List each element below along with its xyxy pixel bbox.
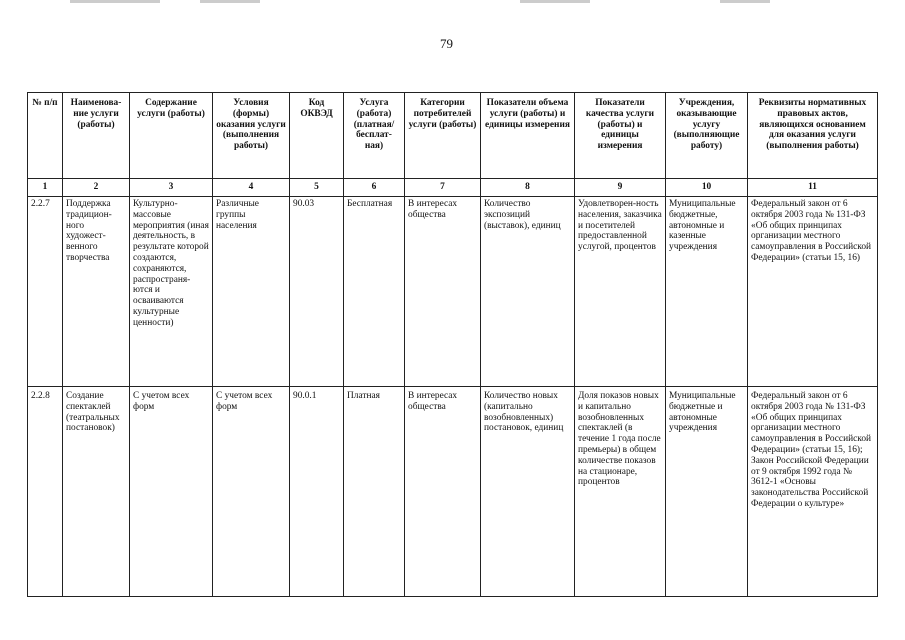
column-number: 11 [748,179,878,197]
okved-code-cell: 90.03 [290,197,344,387]
column-number: 3 [130,179,213,197]
table-row [28,197,878,387]
content-cell: Культурно-массовые мероприятия (иная деятельность, в результате которой создаются, сохраняются, распространя-ются и осваиваются культурные ценности) [130,197,213,387]
row-number-cell: 2.2.7 [28,197,63,387]
header-cell-volume-indicators: Показатели объема услуги (работы) и единицы измерения [481,93,575,179]
column-number: 7 [405,179,481,197]
row-number-cell: 2.2.8 [28,387,63,597]
paid-free-cell: Платная [344,387,405,597]
column-number: 1 [28,179,63,197]
paid-free-cell: Бесплатная [344,197,405,387]
header-cell-okved-code: Код ОКВЭД [290,93,344,179]
header-cell-content: Содержание услуги (работы) [130,93,213,179]
header-cell-consumer-category: Категории потребителей услуги (работы) [405,93,481,179]
table-row [28,387,878,597]
conditions-cell: Различные группы населения [213,197,290,387]
consumer-category-cell: В интересах общества [405,197,481,387]
service-name-cell: Поддержка традицион-ного художест-венного творчества [63,197,130,387]
table-header-row [28,93,878,179]
column-number: 10 [666,179,748,197]
header-cell-conditions: Условия (формы) оказания услуги (выполнения работы) [213,93,290,179]
quality-indicator-cell: Удовлетворен-ность населения, заказчика и посетителей предоставленной услугой, процентов [575,197,666,387]
scan-edge-mark [200,0,260,3]
scan-edge-mark [720,0,770,3]
scan-edge-mark [520,0,590,3]
column-number: 8 [481,179,575,197]
column-number: 9 [575,179,666,197]
header-cell-legal-acts: Реквизиты нормативных правовых актов, являющихся основанием для оказания услуги (выполнения работы) [748,93,878,179]
services-table [27,92,878,597]
column-number: 5 [290,179,344,197]
header-cell-number: № п/п [28,93,63,179]
header-cell-service-name: Наименова-ние услуги (работы) [63,93,130,179]
header-cell-institutions: Учреждения, оказывающие услугу (выполняющие работу) [666,93,748,179]
quality-indicator-cell: Доля показов новых и капитально возобновленных спектаклей (в течение 1 года после премьеры) в общем количестве показов на стационаре, процентов [575,387,666,597]
institutions-cell: Муниципальные бюджетные и автономные учреждения [666,387,748,597]
column-number-row [28,179,878,197]
column-number: 6 [344,179,405,197]
service-name-cell: Создание спектаклей (театральных постановок) [63,387,130,597]
page-number: 79 [440,36,453,51]
okved-code-cell: 90.0.1 [290,387,344,597]
content-cell: С учетом всех форм [130,387,213,597]
column-number: 4 [213,179,290,197]
conditions-cell: С учетом всех форм [213,387,290,597]
header-cell-quality-indicators: Показатели качества услуги (работы) и единицы измерения [575,93,666,179]
legal-acts-cell: Федеральный закон от 6 октября 2003 года № 131-ФЗ «Об общих принципах организации местного самоуправления в Российской Федерации» (статьи 15, 16); Закон Российской Федерации от 9 октября 1992 года № 3612-1 «Основы законодательства Российской Федерации о культуре» [748,387,878,597]
header-cell-paid-free: Услуга (работа) (платная/ бесплат-ная) [344,93,405,179]
volume-indicator-cell: Количество новых (капитально возобновленных) постановок, единиц [481,387,575,597]
legal-acts-cell: Федеральный закон от 6 октября 2003 года № 131-ФЗ «Об общих принципах организации местного самоуправления в Российской Федерации» (статьи 15, 16) [748,197,878,387]
column-number: 2 [63,179,130,197]
consumer-category-cell: В интересах общества [405,387,481,597]
volume-indicator-cell: Количество экспозиций (выставок), единиц [481,197,575,387]
scan-edge-mark [70,0,160,3]
institutions-cell: Муниципальные бюджетные, автономные и казенные учреждения [666,197,748,387]
